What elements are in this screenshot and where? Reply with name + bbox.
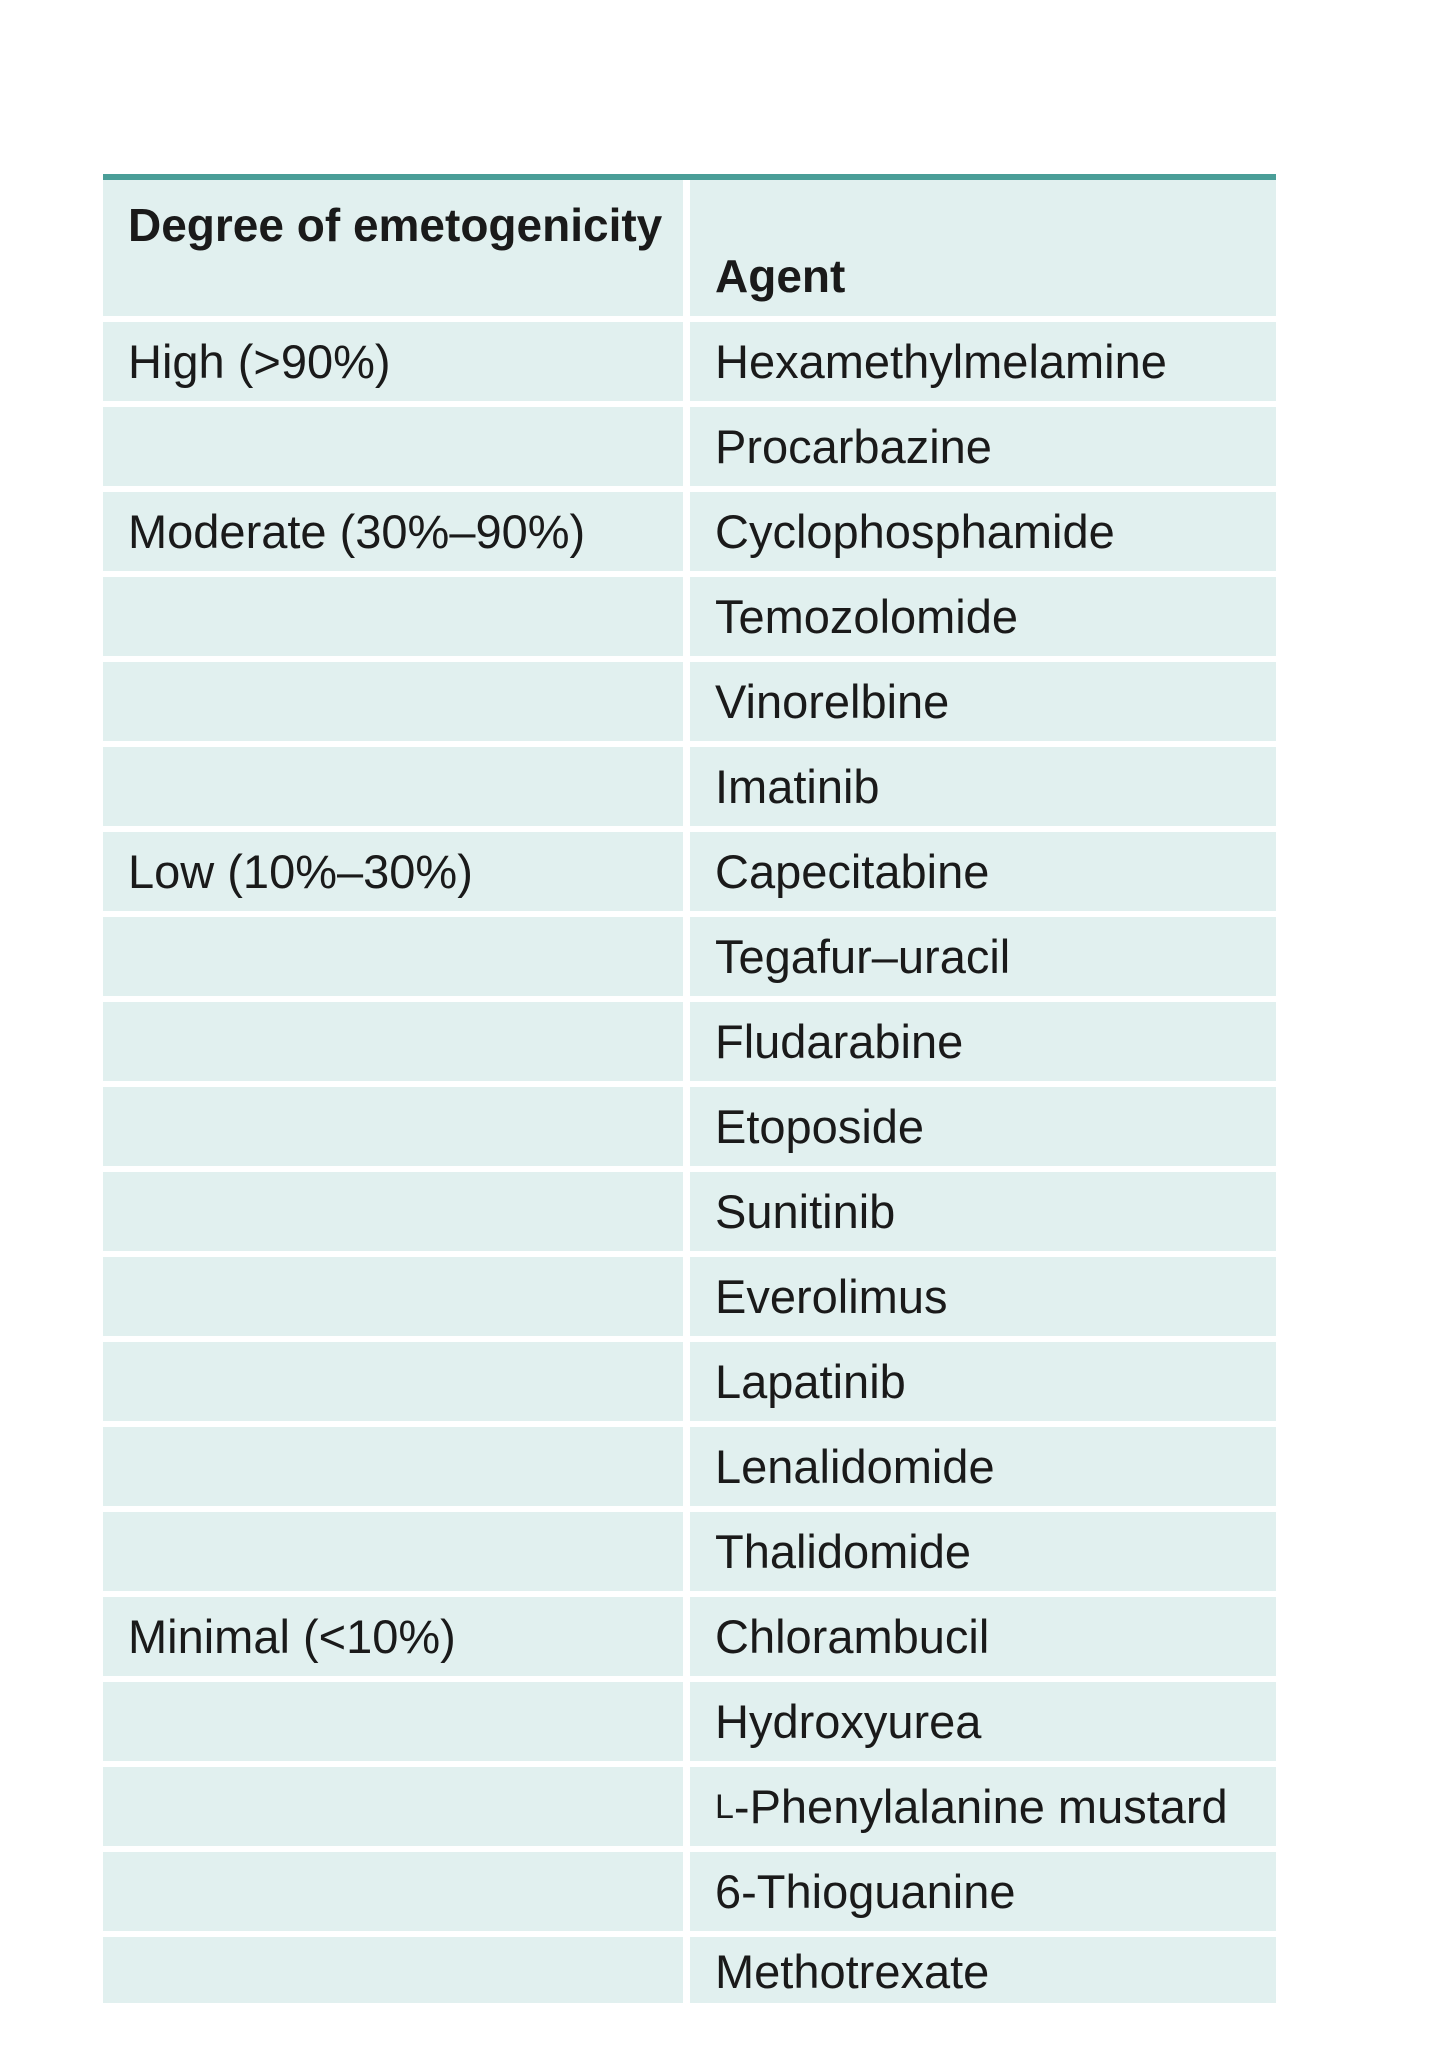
header-agent: Agent [690,180,1276,316]
table-row [103,832,1276,911]
table-row [103,917,1276,996]
agent-cell: Fludarabine [690,1002,1276,1081]
degree-cell [103,917,683,996]
agent-prefix-smallcap: L [715,1787,734,1826]
degree-cell: Low (10%–30%) [103,832,683,911]
agent-cell: Lapatinib [690,1342,1276,1421]
degree-cell [103,662,683,741]
agent-cell [690,1767,1276,1846]
table-row [103,1767,1276,1846]
agent-cell: Chlorambucil [690,1597,1276,1676]
agent-name: -Phenylalanine mustard [733,1780,1228,1834]
table-row [103,1087,1276,1166]
degree-cell [103,1682,683,1761]
table-row [103,1342,1276,1421]
agent-cell: Sunitinib [690,1172,1276,1251]
degree-cell [103,1087,683,1166]
table-row [103,577,1276,656]
table-row [103,1512,1276,1591]
table-row [103,1597,1276,1676]
degree-cell [103,1342,683,1421]
degree-cell [103,747,683,826]
degree-cell [103,1852,683,1931]
degree-cell: Minimal (<10%) [103,1597,683,1676]
table-row [103,1427,1276,1506]
table-row [103,662,1276,741]
degree-cell [103,1427,683,1506]
table-row [103,1257,1276,1336]
degree-cell [103,1767,683,1846]
table-row [103,1002,1276,1081]
degree-cell [103,1512,683,1591]
agent-cell: Vinorelbine [690,662,1276,741]
agent-cell: Procarbazine [690,407,1276,486]
table-row [103,407,1276,486]
header-degree: Degree of emetogenicity [103,180,683,316]
agent-cell: Hydroxyurea [690,1682,1276,1761]
agent-cell: Imatinib [690,747,1276,826]
table-row [103,1852,1276,1931]
agent-cell: Hexamethylmelamine [690,322,1276,401]
table-row [103,1682,1276,1761]
agent-cell: Everolimus [690,1257,1276,1336]
agent-cell: Thalidomide [690,1512,1276,1591]
agent-cell: Etoposide [690,1087,1276,1166]
table-row [103,1937,1276,2003]
agent-cell: Capecitabine [690,832,1276,911]
degree-cell [103,407,683,486]
emetogenicity-table [103,174,1276,2003]
table-row [103,322,1276,401]
degree-cell [103,577,683,656]
degree-cell [103,1257,683,1336]
degree-cell [103,1002,683,1081]
degree-cell: High (>90%) [103,322,683,401]
agent-cell: Temozolomide [690,577,1276,656]
degree-cell: Moderate (30%–90%) [103,492,683,571]
degree-cell [103,1172,683,1251]
table-row [103,747,1276,826]
agent-cell: Tegafur–uracil [690,917,1276,996]
table-row [103,1172,1276,1251]
degree-cell [103,1937,683,2003]
agent-cell: 6-Thioguanine [690,1852,1276,1931]
agent-cell: Methotrexate [690,1937,1276,2003]
agent-cell: Cyclophosphamide [690,492,1276,571]
table-row [103,492,1276,571]
table-header-row [103,180,1276,316]
agent-cell: Lenalidomide [690,1427,1276,1506]
